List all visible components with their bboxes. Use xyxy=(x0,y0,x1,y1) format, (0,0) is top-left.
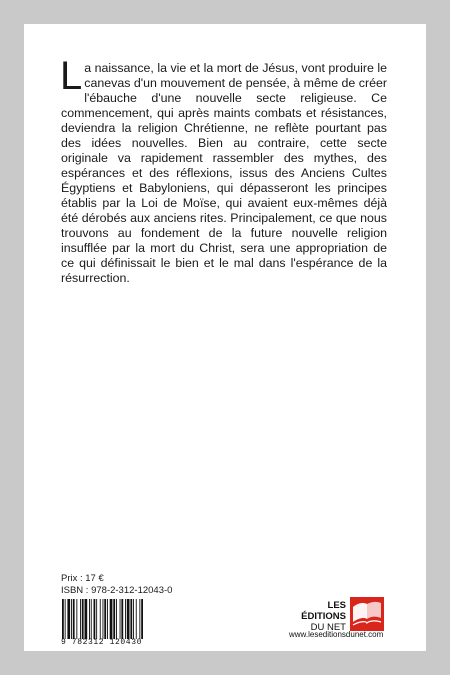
barcode-digits: 9 782312 120430 xyxy=(61,638,143,647)
open-book-logo-icon xyxy=(350,597,384,631)
barcode-bar xyxy=(80,599,81,639)
barcode-bar xyxy=(82,599,84,639)
isbn-label: ISBN : 978-2-312-12043-0 xyxy=(61,585,173,596)
publisher-website: www.leseditionsdunet.com xyxy=(289,630,384,639)
back-cover-blurb xyxy=(60,54,387,286)
barcode-bar xyxy=(76,599,77,639)
publisher-name-line2: DU NET xyxy=(310,622,346,633)
barcode-bar xyxy=(94,599,96,639)
publisher-name-line1: LES ÉDITIONS xyxy=(301,600,346,622)
barcode-bar xyxy=(65,599,66,639)
barcode-bar xyxy=(89,599,90,639)
publisher-logo xyxy=(286,597,386,631)
drop-cap: L xyxy=(60,54,83,98)
barcode-bar xyxy=(103,599,104,639)
barcode-bar xyxy=(113,599,115,639)
barcode-bar xyxy=(62,599,64,639)
barcode-bar xyxy=(73,599,75,639)
barcode-bar xyxy=(100,599,101,639)
blurb-text: a naissance, la vie et la mort de Jésus, vont produire le canevas d'un mouvement de pensée, à même de créer l'ébauche d'une nouvelle secte religieuse. Ce commencement, qui après maints combats et résistances, deviendra la religion Chrétienne, ne reflète pourtant pas des idées nouvelles. Bien au contraire, cette secte originale va rapidement rassembler des mythes, des espérances et des réflexions, issus des Anciens Cultes Égyptiens et Babyloniens, qui dépasseront les principes établis par la Loi de Moïse, qui avaient eux-mêmes déjà été dérobés aux anciens rites. Principalement, ce que nous trouvons au fondement de la future nouvelle religion insufflée par la mort du Christ, sera une appropriation de ce qui définissait le bien et le mal dans l'espérance de la résurrection. xyxy=(61,61,387,285)
barcode-bar xyxy=(116,599,117,639)
barcode-bar xyxy=(133,599,134,639)
barcode-bar xyxy=(91,599,92,639)
barcode-bar xyxy=(96,599,97,639)
barcode-bar xyxy=(130,599,132,639)
barcode-bar xyxy=(121,599,123,639)
back-cover xyxy=(24,24,426,651)
barcode xyxy=(61,599,167,639)
barcode-bar xyxy=(110,599,113,639)
barcode-bar xyxy=(67,599,70,639)
barcode-bar xyxy=(141,599,143,639)
barcode-bar xyxy=(127,599,130,639)
barcode-bar xyxy=(71,599,72,639)
barcode-bar xyxy=(104,599,106,639)
barcode-bar xyxy=(136,599,137,639)
price-label: Prix : 17 € xyxy=(61,573,104,584)
barcode-bar xyxy=(120,599,121,639)
publisher-name xyxy=(286,600,346,633)
barcode-bar xyxy=(125,599,126,639)
barcode-bar xyxy=(85,599,88,639)
barcode-bar xyxy=(107,599,108,639)
barcode-bar xyxy=(139,599,140,639)
